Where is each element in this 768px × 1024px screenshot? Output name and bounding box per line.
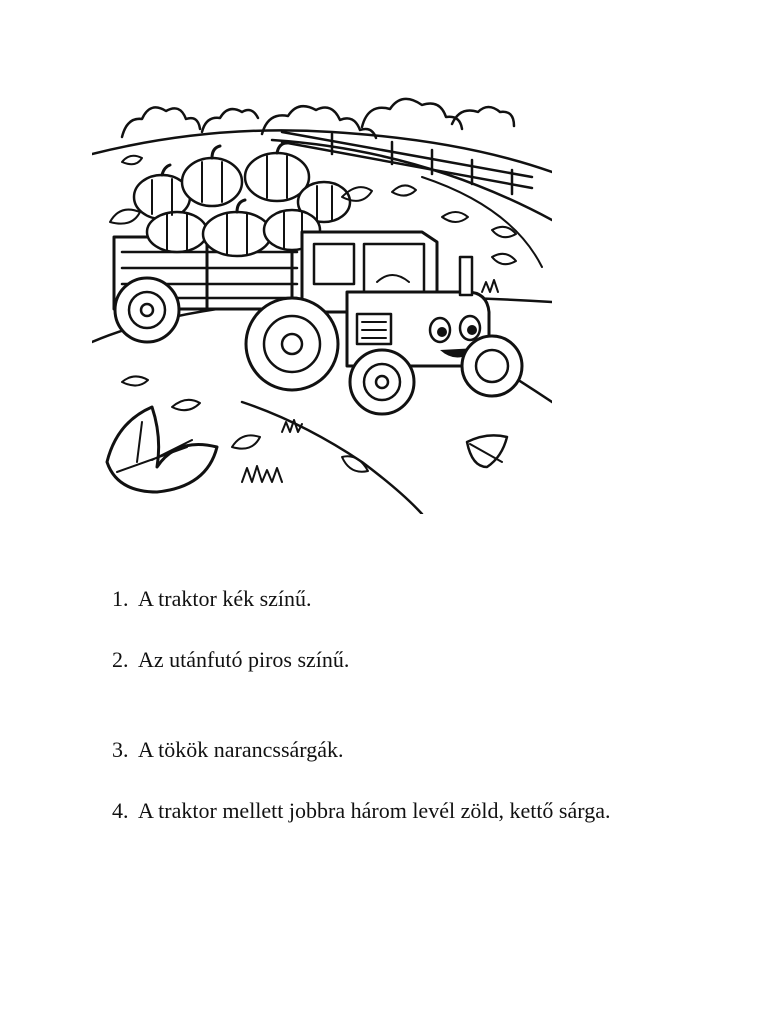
- list-item-text: Az utánfutó piros színű.: [138, 647, 350, 672]
- list-item-text: A traktor mellett jobbra három levél zöld, kettő sárga.: [138, 798, 611, 823]
- list-item-number: 2.: [112, 647, 129, 672]
- list-item: [112, 734, 676, 765]
- list-item: [112, 795, 676, 826]
- list-item: [112, 644, 676, 675]
- tractor-with-pumpkin-trailer-coloring-icon: [92, 82, 552, 514]
- tractor-coloring-illustration: [92, 82, 552, 514]
- list-item: [112, 583, 676, 614]
- list-item-number: 4.: [112, 798, 129, 823]
- task-list: [112, 583, 676, 826]
- list-item-number: 1.: [112, 586, 129, 611]
- list-item-number: 3.: [112, 737, 129, 762]
- list-item-text: A traktor kék színű.: [138, 586, 312, 611]
- list-item-text: A tökök narancssárgák.: [138, 737, 344, 762]
